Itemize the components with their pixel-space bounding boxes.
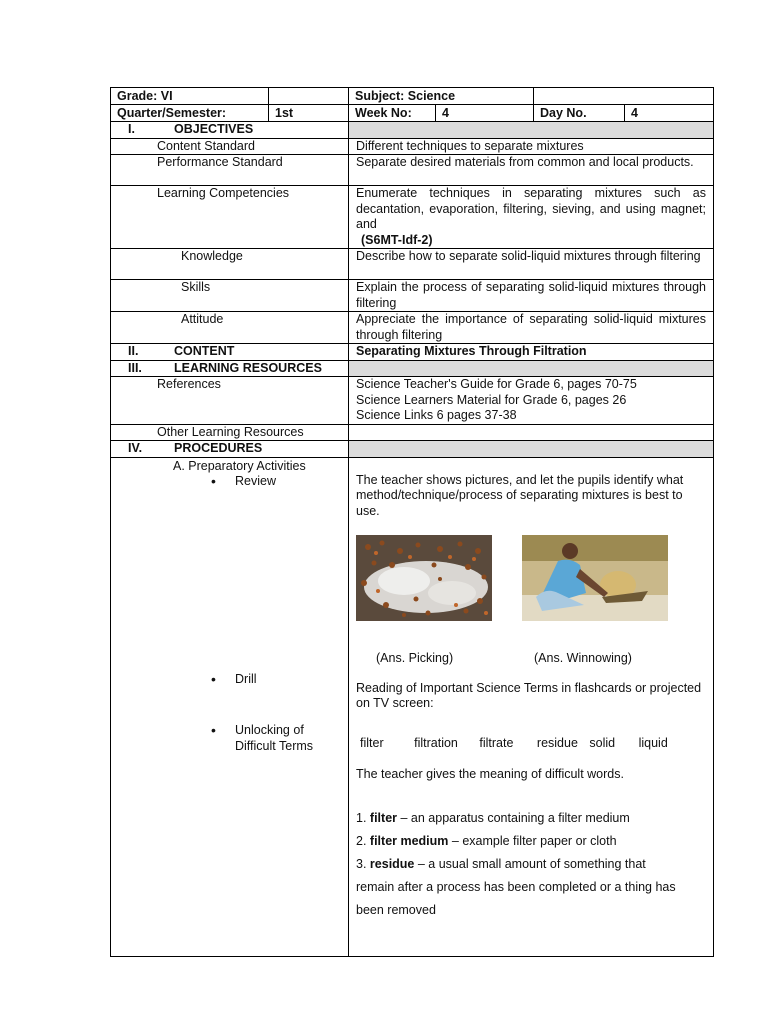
definition-text: – a usual small amount of something that remain after a process has been completed or a thing has been removed xyxy=(356,856,676,917)
procedures-title: PROCEDURES xyxy=(174,441,263,455)
definition-term: filter medium xyxy=(369,833,449,848)
learning-competencies-row xyxy=(111,186,714,249)
lesson-table xyxy=(110,121,714,957)
resources-heading xyxy=(111,360,349,377)
definition-number: 1. xyxy=(356,810,367,825)
content-standard-row xyxy=(111,138,714,155)
review-item xyxy=(211,474,348,490)
competency-code: (S6MT-Idf-2) xyxy=(361,232,433,247)
quarter-label: Quarter/Semester: xyxy=(111,105,269,122)
review-text: The teacher shows pictures, and let the pupils identify what method/technique/process of separating mixtures is best to use. xyxy=(356,472,684,518)
definition-term: filter xyxy=(369,810,398,825)
unlocking-item xyxy=(211,723,348,754)
header-row-1 xyxy=(111,88,714,105)
review-pictures xyxy=(356,535,706,625)
learning-competencies-label: Learning Competencies xyxy=(111,186,349,249)
content-heading xyxy=(111,344,349,361)
grade-empty-cell xyxy=(269,88,349,105)
knowledge-value: Describe how to separate solid-liquid mixtures through filtering xyxy=(349,249,714,280)
term-item: filtration xyxy=(414,735,458,750)
definition-term: residue xyxy=(369,856,415,871)
drill-item xyxy=(211,672,348,688)
references-row xyxy=(111,377,714,425)
reading-text: Reading of Important Science Terms in flashcards or projected on TV screen: xyxy=(356,680,702,710)
attitude-value: Appreciate the importance of separating solid-liquid mixtures through filtering xyxy=(349,312,714,344)
unlocking-label: Unlocking of Difficult Terms xyxy=(235,723,314,753)
other-resources-value xyxy=(349,424,714,441)
attitude-row xyxy=(111,312,714,344)
learning-competencies-cell xyxy=(349,186,714,249)
content-roman: II. xyxy=(128,344,139,358)
definition-number: 3. xyxy=(356,856,367,871)
activities-right-cell xyxy=(349,457,714,956)
attitude-label: Attitude xyxy=(111,312,349,344)
week-value: 4 xyxy=(442,106,449,120)
objectives-title: OBJECTIVES xyxy=(174,122,254,136)
header-table xyxy=(110,87,714,122)
resources-title: LEARNING RESOURCES xyxy=(174,360,322,375)
header-row-2 xyxy=(111,105,714,122)
definition-text: – example filter paper or cloth xyxy=(448,833,617,848)
day-value: 4 xyxy=(625,105,714,122)
subject-cell: Subject: Science xyxy=(349,88,534,105)
objectives-shade xyxy=(349,122,714,139)
skills-row xyxy=(111,280,714,312)
reference-item: Science Links 6 pages 37-38 xyxy=(356,408,517,422)
resources-shade xyxy=(349,360,714,377)
meaning-intro: The teacher gives the meaning of difficult words. xyxy=(356,767,624,781)
term-item: solid xyxy=(589,735,616,750)
performance-standard-value: Separate desired materials from common and local products. xyxy=(349,155,714,186)
subject-empty-cell xyxy=(534,88,714,105)
term-item: residue xyxy=(536,735,578,750)
activities-row xyxy=(111,457,714,956)
learning-competencies-value: Enumerate techniques in separating mixtures such as decantation, evaporation, filtering, sieving, and using magnet; and xyxy=(356,186,706,231)
resources-row xyxy=(111,360,714,377)
definition-item xyxy=(356,807,706,830)
reference-item: Science Learners Material for Grade 6, pages 26 xyxy=(356,392,627,407)
terms-line xyxy=(356,736,706,752)
answer-winnowing: (Ans. Winnowing) xyxy=(534,651,632,665)
definition-item xyxy=(356,853,676,922)
procedures-shade xyxy=(349,441,714,458)
content-standard-label: Content Standard xyxy=(111,138,349,155)
preparatory-activities: A. Preparatory Activities xyxy=(173,458,306,473)
skills-label: Skills xyxy=(111,280,349,312)
knowledge-label: Knowledge xyxy=(111,249,349,280)
quarter-value: 1st xyxy=(269,105,349,122)
procedures-row xyxy=(111,441,714,458)
knowledge-row xyxy=(111,249,714,280)
other-resources-row xyxy=(111,424,714,441)
content-title: CONTENT xyxy=(174,344,235,358)
picking-photo xyxy=(356,535,492,621)
resources-roman: III. xyxy=(128,360,142,375)
definition-text: – an apparatus containing a filter medium xyxy=(397,810,630,825)
content-row xyxy=(111,344,714,361)
review-label: Review xyxy=(235,474,276,488)
answer-picking: (Ans. Picking) xyxy=(376,651,454,665)
bullet-icon: • xyxy=(211,670,216,687)
term-item: filtrate xyxy=(479,735,514,750)
answers-line xyxy=(356,651,706,667)
definition-number: 2. xyxy=(356,833,367,848)
day-label: Day No. xyxy=(534,105,625,122)
objectives-heading xyxy=(111,122,349,139)
definitions-list xyxy=(356,807,706,922)
content-standard-value: Different techniques to separate mixtures xyxy=(349,138,714,155)
week-cell xyxy=(349,105,534,122)
winnowing-photo xyxy=(522,535,668,621)
objectives-roman: I. xyxy=(128,122,135,136)
week-label: Week No: xyxy=(349,105,436,121)
other-resources-label: Other Learning Resources xyxy=(111,424,349,441)
skills-value: Explain the process of separating solid-liquid mixtures through filtering xyxy=(349,280,714,312)
content-value: Separating Mixtures Through Filtration xyxy=(349,344,714,361)
reference-item: Science Teacher's Guide for Grade 6, pages 70-75 xyxy=(356,377,637,391)
procedures-roman: IV. xyxy=(128,441,143,455)
drill-label: Drill xyxy=(235,671,257,686)
term-item: filter xyxy=(360,735,384,750)
procedures-heading xyxy=(111,441,349,458)
grade-cell: Grade: VI xyxy=(111,88,269,105)
references-label: References xyxy=(111,377,349,425)
performance-standard-label: Performance Standard xyxy=(111,155,349,186)
bullet-icon: • xyxy=(211,722,216,738)
definition-item xyxy=(356,830,706,853)
references-cell xyxy=(349,377,714,425)
term-item: liquid xyxy=(638,735,668,750)
activities-left-cell xyxy=(111,457,349,956)
performance-standard-row xyxy=(111,155,714,186)
bullet-icon: • xyxy=(211,473,216,489)
objectives-row xyxy=(111,122,714,139)
